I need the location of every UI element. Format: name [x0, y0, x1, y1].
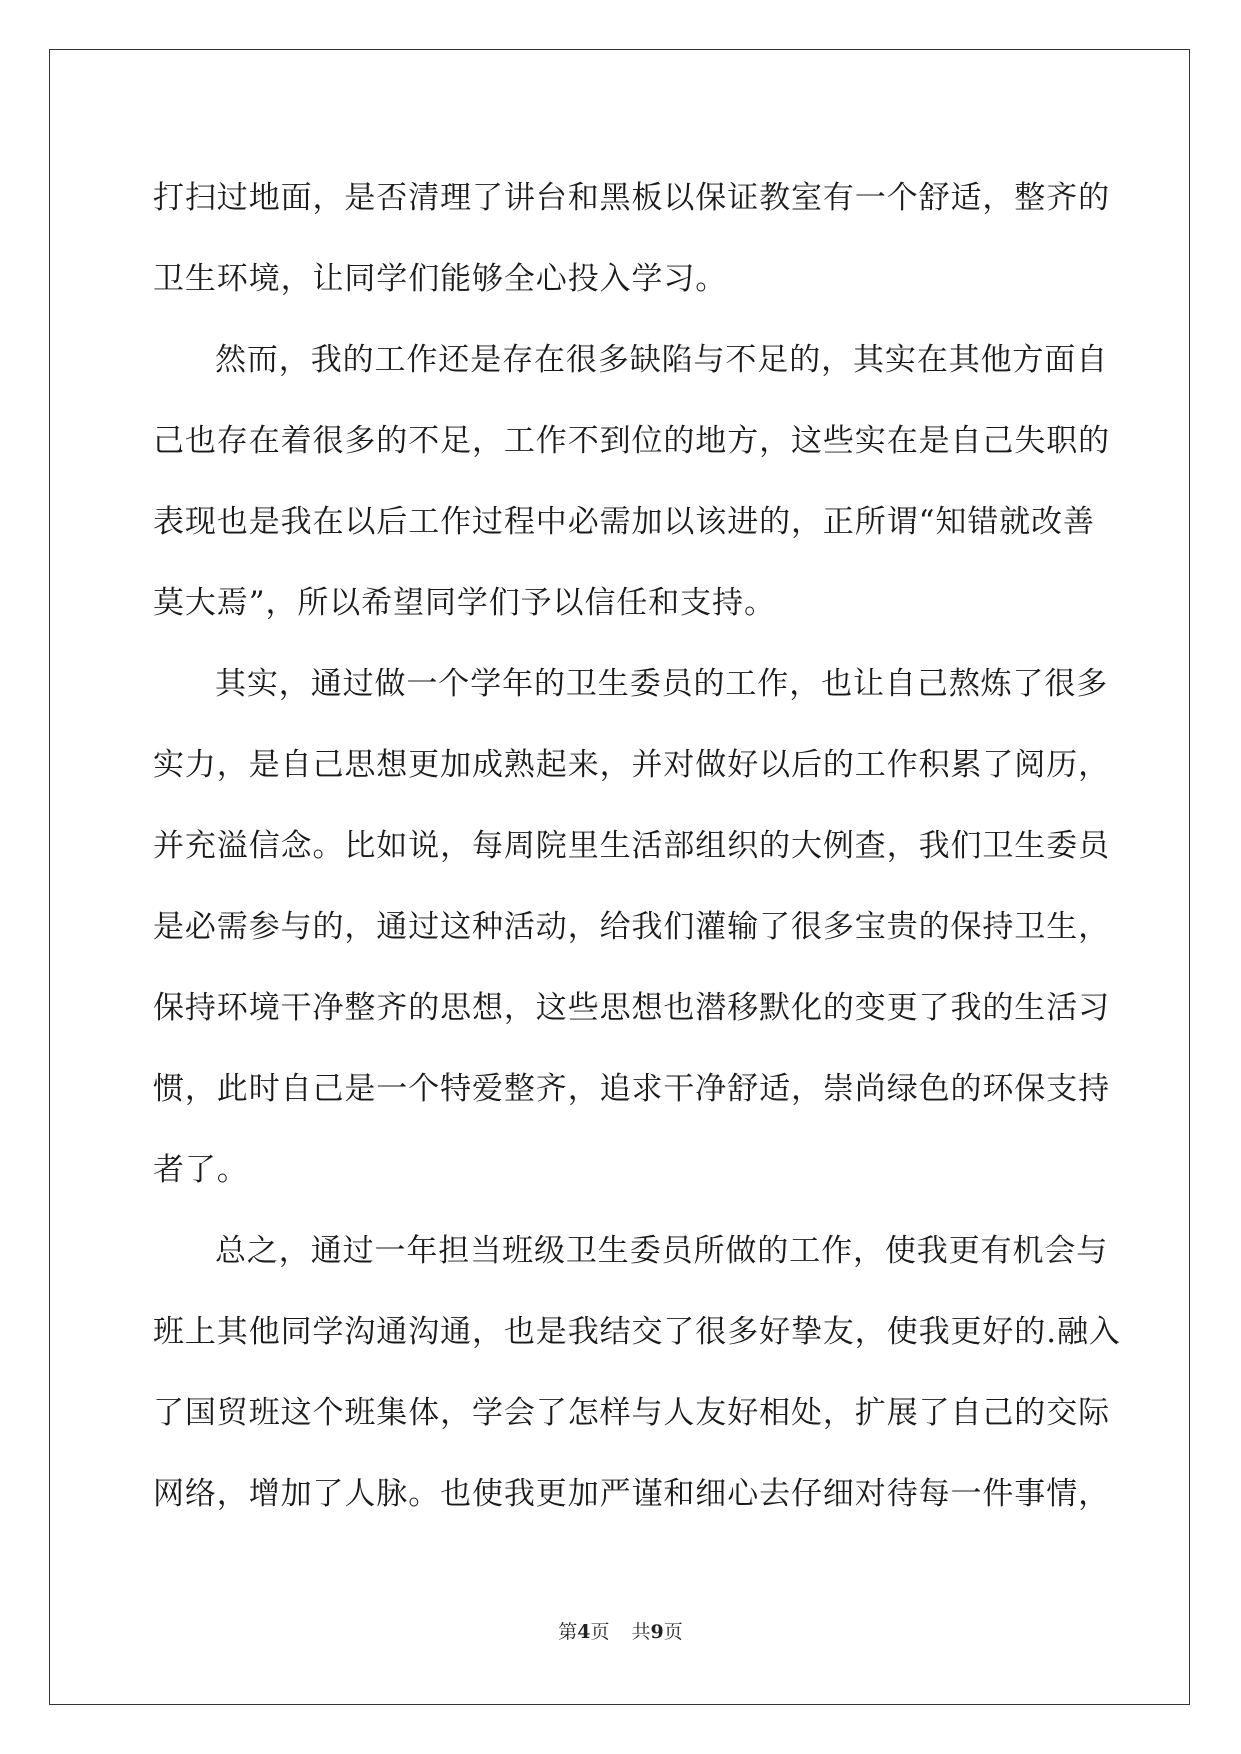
text-line: 表现也是我在以后工作过程中必需加以该进的，正所谓“知错就改善: [153, 504, 1095, 540]
text-line: 了国贸班这个班集体，学会了怎样与人友好相处，扩展了自己的交际: [153, 1395, 1110, 1431]
paragraph-first-line: 然而，我的工作还是存在很多缺陷与不足的，其实在其他方面自: [215, 342, 1109, 378]
page-current: 4: [577, 1621, 591, 1643]
text-line: 己也存在着很多的不足，工作不到位的地方，这些实在是自己失职的: [153, 423, 1110, 459]
page-total: 9: [650, 1621, 664, 1643]
text-line: 实力，是自己思想更加成熟起来，并对做好以后的工作积累了阅历，: [153, 747, 1110, 783]
document-body: [153, 158, 1121, 1535]
text-line: 莫大焉”，所以希望同学们予以信任和支持。: [153, 585, 776, 621]
paragraph-first-line: 其实，通过做一个学年的卫生委员的工作，也让自己熬炼了很多: [215, 666, 1109, 702]
text-line: 班上其他同学沟通沟通，也是我结交了很多好挚友，使我更好的.融入: [153, 1314, 1121, 1350]
page-prefix: 第: [558, 1621, 578, 1643]
text-line: 并充溢信念。比如说，每周院里生活部组织的大例查，我们卫生委员: [153, 828, 1110, 864]
paragraph-first-line: 总之，通过一年担当班级卫生委员所做的工作，使我更有机会与: [215, 1233, 1109, 1269]
text-line: 网络，增加了人脉。也使我更加严谨和细心去仔细对待每一件事情，: [153, 1476, 1110, 1512]
page-suffix: 页: [590, 1621, 610, 1643]
text-line: 打扫过地面，是否清理了讲台和黑板以保证教室有一个舒适，整齐的: [153, 180, 1110, 216]
page-footer: [0, 1617, 1241, 1644]
text-line: 是必需参与的，通过这种活动，给我们灌输了很多宝贵的保持卫生，: [153, 909, 1110, 945]
total-prefix: 共: [631, 1621, 651, 1643]
text-line: 者了。: [153, 1152, 249, 1188]
total-suffix: 页: [663, 1621, 683, 1643]
text-line: 卫生环境，让同学们能够全心投入学习。: [153, 261, 728, 297]
text-line: 保持环境干净整齐的思想，这些思想也潜移默化的变更了我的生活习: [153, 990, 1110, 1026]
text-line: 惯，此时自己是一个特爱整齐，追求干净舒适，崇尚绿色的环保支持: [153, 1071, 1110, 1107]
